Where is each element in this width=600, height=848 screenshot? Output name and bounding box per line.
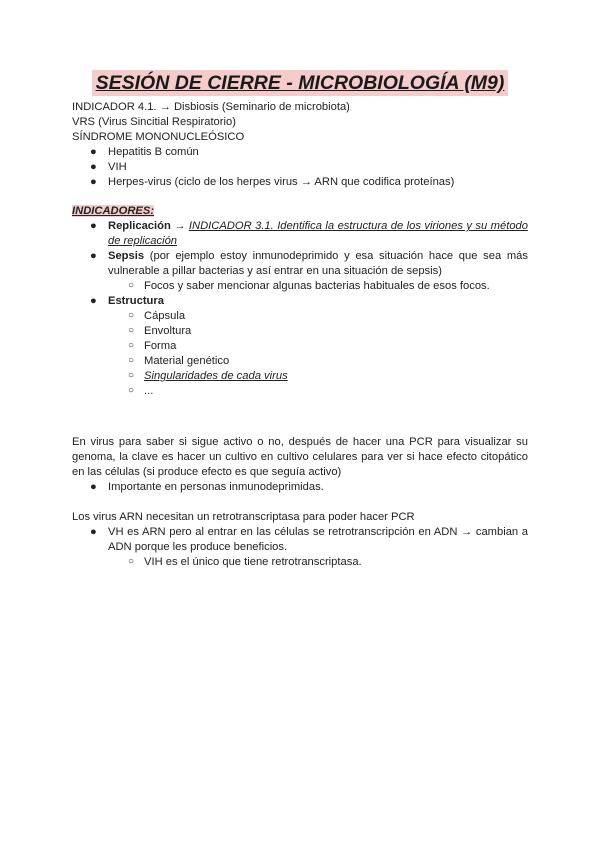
paragraph-cultivo: En virus para saber si sigue activo o no, después de hacer una PCR para visualizar su genoma, la clave es hacer un cultivo en cultivo celulares para ver si hace efecto citopático en las células (si produce efecto es que seguía activo) (72, 436, 528, 478)
list-item (72, 339, 528, 354)
list-item-text: Focos y saber mencionar algunas bacterias habituales de esos focos. (144, 280, 490, 292)
disc-bullet-icon: ● (90, 176, 97, 188)
intro-line-indicador: INDICADOR 4.1. → Disbiosis (Seminario de microbiota) (72, 101, 350, 113)
intro-line-sindrome: SÍNDROME MONONUCLEÓSICO (72, 131, 245, 143)
document-page (72, 70, 528, 570)
mono-list (72, 145, 528, 190)
disc-bullet-icon: ● (90, 146, 97, 158)
title-wrap (72, 70, 528, 96)
list-item-text: VIH es el único que tiene retrotranscriptasa. (144, 556, 362, 568)
circle-bullet-icon: ○ (128, 370, 135, 381)
circle-bullet-icon: ○ (128, 310, 135, 321)
arrow-text: → (170, 220, 189, 232)
list-item-text: Herpes-virus (ciclo de los herpes virus → ARN que codifica proteínas) (108, 176, 455, 188)
list-item-replicacion (72, 219, 528, 249)
list-item (72, 175, 528, 190)
intro-line-vrs: VRS (Virus Sincitial Respiratorio) (72, 116, 236, 128)
list-item (72, 555, 528, 570)
list-item-text: Material genético (144, 355, 230, 367)
disc-bullet-icon: ● (90, 295, 97, 307)
disc-bullet-icon: ● (90, 220, 97, 232)
list-item-estructura (72, 294, 528, 309)
indicadores-list (72, 219, 528, 399)
singularidades-text: Singularidades de cada virus (144, 370, 288, 382)
circle-bullet-icon: ○ (128, 385, 135, 396)
list-item-text: Cápsula (144, 310, 186, 322)
circle-bullet-icon: ○ (128, 325, 135, 336)
sepsis-text: (por ejemplo estoy inmunodeprimido y esa situación hace que sea más vulnerable a pillar bacterias y así entrar en una situación de sepsis) (108, 250, 528, 277)
list-item (72, 279, 528, 294)
disc-bullet-icon: ● (90, 526, 97, 538)
indicadores-heading-line (72, 204, 528, 219)
disc-bullet-icon: ● (90, 250, 97, 262)
list-item-sepsis (72, 249, 528, 279)
cultivo-list (72, 480, 528, 495)
list-item-text: VH es ARN pero al entrar en las células se retrotranscripción en ADN → cambian a ADN porque les produce beneficios. (108, 526, 528, 553)
estructura-label: Estructura (108, 295, 164, 307)
list-item (72, 480, 528, 495)
list-item (72, 354, 528, 369)
list-item-text: VIH (108, 161, 127, 173)
list-item (72, 160, 528, 175)
indicadores-heading: INDICADORES: (72, 205, 155, 217)
circle-bullet-icon: ○ (128, 340, 135, 351)
sepsis-label: Sepsis (108, 250, 145, 262)
list-item (72, 369, 528, 384)
circle-bullet-icon: ○ (128, 280, 135, 291)
list-item (72, 145, 528, 160)
arn-list (72, 525, 528, 570)
replicacion-label: Replicación (108, 220, 171, 232)
circle-bullet-icon: ○ (128, 556, 135, 567)
page-title: SESIÓN DE CIERRE - MICROBIOLOGÍA (M9) (92, 70, 509, 96)
list-item-text: Envoltura (144, 325, 192, 337)
list-item (72, 309, 528, 324)
list-item-text: Forma (144, 340, 177, 352)
ellipsis-text: ... (144, 385, 154, 397)
circle-bullet-icon: ○ (128, 355, 135, 366)
disc-bullet-icon: ● (90, 481, 97, 493)
paragraph-arn: Los virus ARN necesitan un retrotranscriptasa para poder hacer PCR (72, 511, 415, 523)
list-item (72, 324, 528, 339)
list-item-text: Importante en personas inmunodeprimidas. (108, 481, 324, 493)
list-item (72, 525, 528, 555)
disc-bullet-icon: ● (90, 161, 97, 173)
list-item-text: Hepatitis B común (108, 146, 199, 158)
indicador-link[interactable]: INDICADOR 3.1. Identifica la estructura de los viriones y su método de replicación (108, 220, 528, 247)
list-item (72, 384, 528, 399)
